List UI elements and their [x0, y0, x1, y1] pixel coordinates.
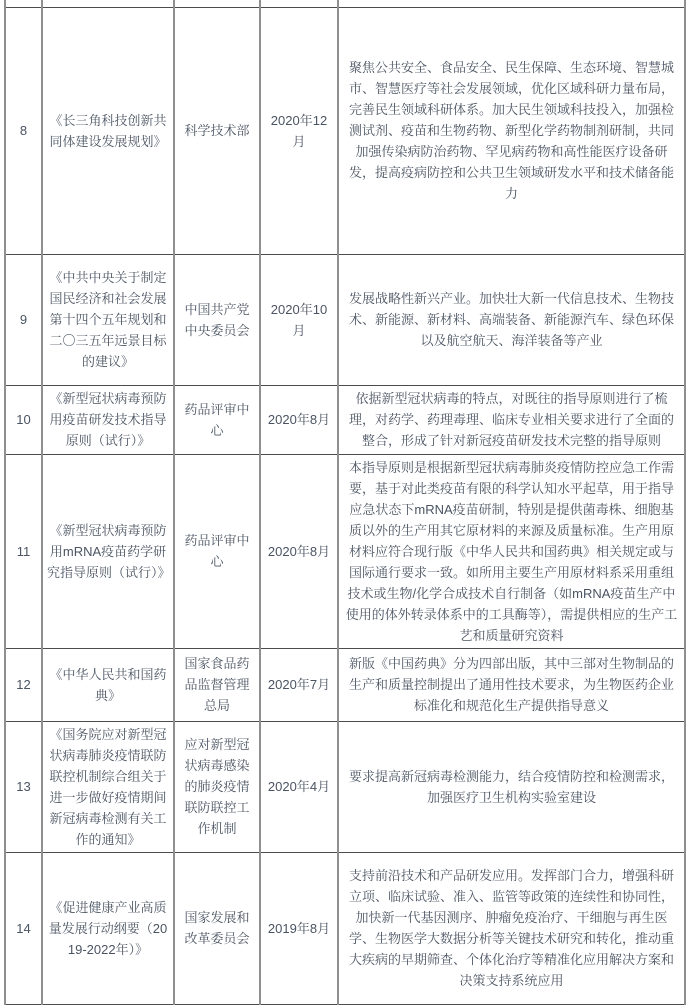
- row-number-cell: 14: [5, 852, 42, 1004]
- table-row: [5, 648, 685, 721]
- document-title-cell: 《新型冠状病毒预防用疫苗研发技术指导原则（试行）》: [42, 385, 174, 454]
- table-row: [5, 254, 685, 385]
- document-title-cell: 《国务院应对新型冠状病毒肺炎疫情联防联控机制综合组关于进一步做好疫情期间新冠病毒检测有关工作的通知》: [42, 721, 174, 852]
- document-title-cell: 《长三角科技创新共同体建设发展规划》: [42, 7, 174, 254]
- table-row: [5, 385, 685, 454]
- date-cell: 2020年8月: [260, 454, 338, 648]
- document-title-cell: [42, 0, 174, 7]
- date-cell: 2019年8月: [260, 852, 338, 1004]
- description-cell: [338, 0, 685, 7]
- date-cell: 2020年7月: [260, 648, 338, 721]
- document-title-cell: 《中共中央关于制定国民经济和社会发展第十四个五年规划和二〇三五年远景目标的建议》: [42, 254, 174, 385]
- row-number-cell: 10: [5, 385, 42, 454]
- date-cell: 2020年12月: [260, 7, 338, 254]
- date-cell: 2020年10月: [260, 254, 338, 385]
- agency-cell: 药品评审中心: [174, 385, 260, 454]
- table-row: [5, 852, 685, 1004]
- table-row: [5, 721, 685, 852]
- agency-cell: 应对新型冠状病毒感染的肺炎疫情联防联控工作机制: [174, 721, 260, 852]
- description-cell: 依据新型冠状病毒的特点，对既往的指导原则进行了梳理，对药学、药理毒理、临床专业相关要求进行了全面的整合，形成了针对新冠疫苗研发技术完整的指导原则: [338, 385, 685, 454]
- agency-cell: 药品评审中心: [174, 454, 260, 648]
- row-number-cell: [5, 0, 42, 7]
- table-row-partial: [5, 0, 685, 7]
- document-title-cell: 《中华人民共和国药典》: [42, 648, 174, 721]
- document-title-cell: 《新型冠状病毒预防用mRNA疫苗药学研究指导原则（试行）》: [42, 454, 174, 648]
- row-number-cell: 13: [5, 721, 42, 852]
- description-cell: 支持前沿技术和产品研发应用。发挥部门合力，增强科研立项、临床试验、准入、监管等政策的连续性和协同性，加快新一代基因测序、肿瘤免疫治疗、干细胞与再生医学、生物医学大数据分析等关键技术研究和转化，推动重大疾病的早期筛查、个体化治疗等精准化应用解决方案和决策支持系统应用: [338, 852, 685, 1004]
- agency-cell: 国家食品药品监督管理总局: [174, 648, 260, 721]
- table-row: [5, 454, 685, 648]
- row-number-cell: 9: [5, 254, 42, 385]
- date-cell: [260, 0, 338, 7]
- agency-cell: [174, 0, 260, 7]
- table-row: [5, 7, 685, 254]
- description-cell: 新版《中国药典》分为四部出版，其中三部对生物制品的生产和质量控制提出了通用性技术要求，为生物医药企业标准化和规范化生产提供指导意义: [338, 648, 685, 721]
- date-cell: 2020年4月: [260, 721, 338, 852]
- row-number-cell: 11: [5, 454, 42, 648]
- date-cell: 2020年8月: [260, 385, 338, 454]
- description-cell: 要求提高新冠病毒检测能力，结合疫情防控和检测需求，加强医疗卫生机构实验室建设: [338, 721, 685, 852]
- policy-table: [4, 0, 686, 1005]
- agency-cell: 中国共产党中央委员会: [174, 254, 260, 385]
- agency-cell: 科学技术部: [174, 7, 260, 254]
- description-cell: 发展战略性新兴产业。加快壮大新一代信息技术、生物技术、新能源、新材料、高端装备、新能源汽车、绿色环保以及航空航天、海洋装备等产业: [338, 254, 685, 385]
- description-cell: 聚焦公共安全、食品安全、民生保障、生态环境、智慧城市、智慧医疗等社会发展领域，优化区域科研力量布局，完善民生领域科研体系。加大民生领域科技投入，加强检测试剂、疫苗和生物药物、新型化学药物制剂研制，共同加强传染病防治药物、罕见病药物和高性能医疗设备研发，提高疫病防控和公共卫生领域研发水平和技术储备能力: [338, 7, 685, 254]
- row-number-cell: 12: [5, 648, 42, 721]
- document-title-cell: 《促进健康产业高质量发展行动纲要（2019-2022年）》: [42, 852, 174, 1004]
- agency-cell: 国家发展和改革委员会: [174, 852, 260, 1004]
- row-number-cell: 8: [5, 7, 42, 254]
- description-cell: 本指导原则是根据新型冠状病毒肺炎疫情防控应急工作需要，基于对此类疫苗有限的科学认知水平起草，用于指导应急状态下mRNA疫苗研制，特别是提供菌毒株、细胞基质以外的生产用其它原材料的来源及质量标准。生产用原材料应符合现行版《中华人民共和国药典》相关规定或与国际通行要求一致。如所用主要生产用原材料系采用重组技术或生物/化学合成技术自行制备（如mRNA疫苗生产中使用的体外转录体系中的工具酶等），需提供相应的生产工艺和质量研究资料: [338, 454, 685, 648]
